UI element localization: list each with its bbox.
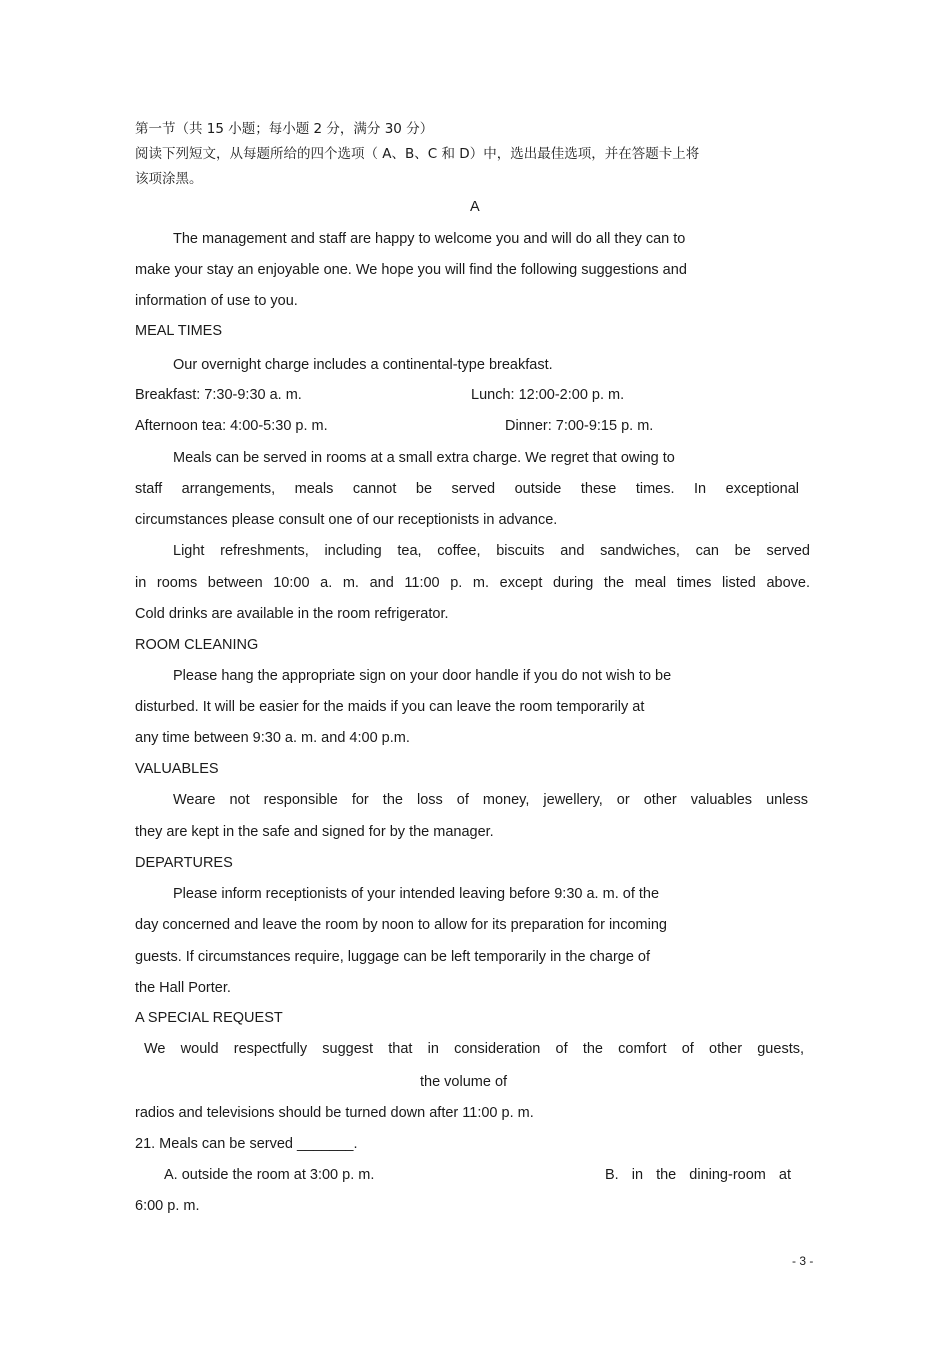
room-cleaning-line-3: any time between 9:30 a. m. and 4:00 p.m. [135,730,410,746]
departures-line-4: the Hall Porter. [135,980,231,996]
intro-line-2: make your stay an enjoyable one. We hope you will find the following suggestions and [135,262,687,278]
dinner-time: Dinner: 7:00-9:15 p. m. [505,418,654,434]
intro-line-1: The management and staff are happy to welcome you and will do all they can to [173,231,686,247]
departures-line-3: guests. If circumstances require, luggage can be left temporarily in the charge of [135,949,651,965]
refreshments-line-1: Light refreshments, including tea, coffee, biscuits and sandwiches, can be served [173,543,810,559]
section-header-line-1: 第一节（共 15 小题；每小题 2 分，满分 30 分） [135,121,434,137]
special-request-heading: A SPECIAL REQUEST [135,1010,283,1026]
valuables-heading: VALUABLES [135,761,219,777]
lunch-time: Lunch: 12:00-2:00 p. m. [471,387,625,403]
section-header-line-2: 阅读下列短文，从每题所给的四个选项（ A、B、C 和 D）中，选出最佳选项，并在答题卡上将 [135,146,700,162]
passage-label: A [470,199,480,215]
breakfast-time: Breakfast: 7:30-9:30 a. m. [135,387,302,403]
refreshments-line-2: in rooms between 10:00 a. m. and 11:00 p. m. except during the meal times listed above. [135,575,810,591]
meals-paragraph-line-3: circumstances please consult one of our receptionists in advance. [135,512,558,528]
special-request-line-2: the volume of [420,1074,508,1090]
intro-line-3: information of use to you. [135,293,298,309]
departures-line-2: day concerned and leave the room by noon to allow for its preparation for incoming [135,917,667,933]
meals-paragraph-line-1: Meals can be served in rooms at a small extra charge. We regret that owing to [173,450,675,466]
question-21-option-b-continued: 6:00 p. m. [135,1198,200,1214]
question-21-option-a: A. outside the room at 3:00 p. m. [164,1167,375,1183]
section-header-line-3: 该项涂黑。 [135,171,203,187]
special-request-line-3: radios and televisions should be turned down after 11:00 p. m. [135,1105,534,1121]
departures-line-1: Please inform receptionists of your intended leaving before 9:30 a. m. of the [173,886,660,902]
page-number: - 3 - [792,1254,814,1268]
question-21-stem: 21. Meals can be served _______. [135,1136,358,1152]
question-21-option-b: B. in the dining-room at [605,1167,791,1183]
room-cleaning-line-2: disturbed. It will be easier for the maids if you can leave the room temporarily at [135,699,645,715]
room-cleaning-heading: ROOM CLEANING [135,637,259,653]
valuables-line-2: they are kept in the safe and signed for by the manager. [135,824,494,840]
valuables-line-1: Weare not responsible for the loss of money, jewellery, or other valuables unless [173,792,808,808]
refreshments-line-3: Cold drinks are available in the room refrigerator. [135,606,449,622]
meals-paragraph-line-2: staff arrangements, meals cannot be served outside these times. In exceptional [135,481,799,497]
afternoon-tea-time: Afternoon tea: 4:00-5:30 p. m. [135,418,328,434]
meal-times-paragraph-1: Our overnight charge includes a continental-type breakfast. [173,357,553,373]
departures-heading: DEPARTURES [135,855,233,871]
room-cleaning-line-1: Please hang the appropriate sign on your door handle if you do not wish to be [173,668,672,684]
meal-times-heading: MEAL TIMES [135,323,223,339]
special-request-line-1: We would respectfully suggest that in consideration of the comfort of other guests, [144,1041,804,1057]
